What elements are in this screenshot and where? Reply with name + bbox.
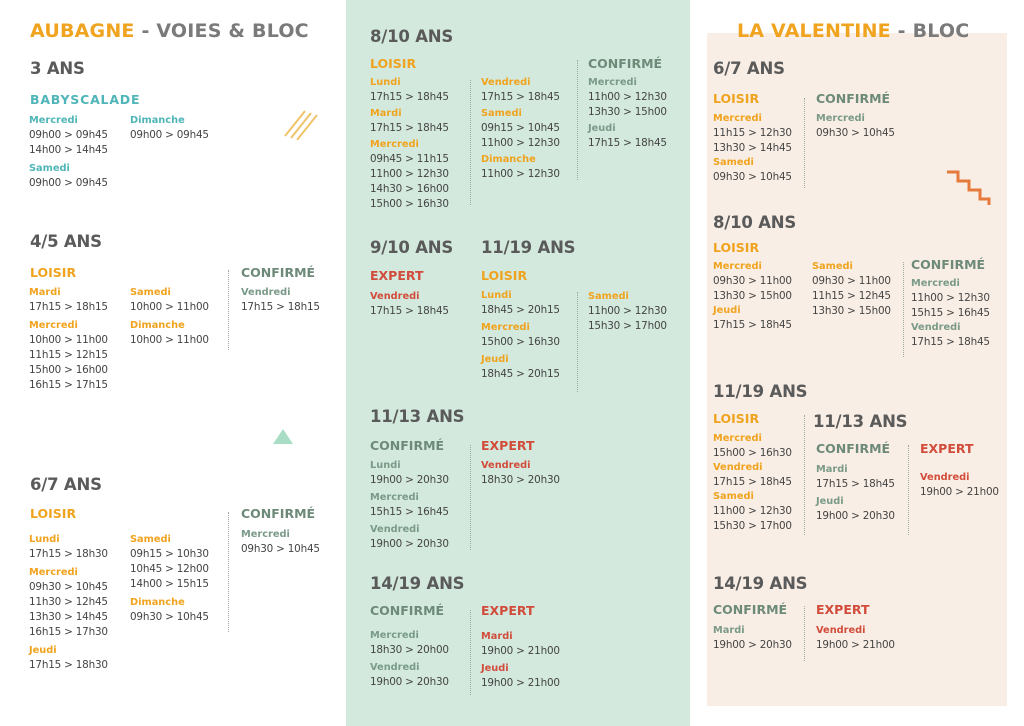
age-heading: 14/19 ANS: [370, 574, 465, 593]
time-slot: 17h15 > 18h45: [713, 319, 792, 331]
time-slot: 18h30 > 20h00: [370, 644, 449, 656]
day-label: Samedi: [481, 108, 522, 119]
day-label: Mercredi: [713, 261, 762, 272]
level-confirme: CONFIRMÉ: [370, 438, 445, 453]
aubagne-title-rest: - VOIES & BLOC: [141, 20, 309, 42]
day-label: Mercredi: [713, 433, 762, 444]
day-label: Samedi: [588, 291, 629, 302]
schedule-column: [816, 461, 895, 524]
age-heading: 3 ANS: [30, 59, 85, 78]
schedule-column: [816, 110, 895, 141]
time-slot: 18h45 > 20h15: [481, 304, 560, 316]
day-label: Mercredi: [29, 567, 78, 578]
day-label: Dimanche: [481, 154, 536, 165]
column-divider: [228, 270, 229, 350]
time-slot: 11h15 > 12h15: [29, 349, 108, 361]
time-slot: 19h00 > 21h00: [481, 677, 560, 689]
time-slot: 17h15 > 18h45: [816, 478, 895, 490]
time-slot: 19h00 > 20h30: [816, 510, 895, 522]
column-divider: [903, 262, 904, 357]
column-divider: [228, 512, 229, 632]
level-confirme: CONFIRMÉ: [370, 603, 445, 618]
day-label: Mardi: [713, 625, 745, 636]
time-slot: 17h15 > 18h45: [588, 137, 667, 149]
level-confirme: CONFIRMÉ: [588, 56, 663, 71]
time-slot: 15h00 > 16h30: [370, 198, 449, 210]
day-label: Mercredi: [370, 630, 419, 641]
day-label: Samedi: [130, 534, 171, 545]
time-slot: 14h00 > 14h45: [29, 144, 108, 156]
schedule-column: [241, 526, 320, 557]
schedule-column: [29, 531, 108, 673]
day-label: Lundi: [29, 534, 60, 545]
column-divider: [470, 610, 471, 695]
schedule-column: [241, 284, 320, 315]
schedule-column: [370, 627, 449, 690]
day-label: Mercredi: [588, 77, 637, 88]
level-confirme: CONFIRMÉ: [911, 257, 986, 272]
time-slot: 09h30 > 10h45: [241, 543, 320, 555]
age-heading: 6/7 ANS: [30, 475, 102, 494]
time-slot: 11h00 > 12h30: [713, 505, 792, 517]
level-expert: EXPERT: [481, 603, 535, 618]
schedule-column: [713, 430, 792, 534]
day-label: Lundi: [481, 290, 512, 301]
column-divider: [804, 415, 805, 535]
day-label: Mercredi: [241, 529, 290, 540]
day-label: Vendredi: [370, 291, 420, 302]
time-slot: 14h30 > 16h00: [370, 183, 449, 195]
time-slot: 09h30 > 10h45: [130, 611, 209, 623]
time-slot: 13h30 > 15h00: [588, 106, 667, 118]
day-label: Samedi: [812, 261, 853, 272]
column-divider: [804, 606, 805, 661]
day-label: Dimanche: [130, 115, 185, 126]
time-slot: 18h30 > 20h30: [481, 474, 560, 486]
day-label: Jeudi: [29, 645, 57, 656]
day-label: Dimanche: [130, 597, 185, 608]
schedule-column: [481, 628, 560, 691]
day-label: Vendredi: [816, 625, 866, 636]
schedule-column: [481, 287, 560, 382]
schedule-column: [713, 258, 792, 333]
time-slot: 17h15 > 18h45: [370, 122, 449, 134]
column-divider: [804, 98, 805, 188]
column-divider: [577, 292, 578, 392]
time-slot: 17h15 > 18h45: [911, 336, 990, 348]
schedule-column: [481, 457, 560, 488]
day-label: Vendredi: [920, 472, 970, 483]
day-label: Samedi: [713, 491, 754, 502]
day-label: Mardi: [481, 631, 513, 642]
aubagne-title-org: AUBAGNE: [30, 20, 135, 42]
schedule-column: [920, 469, 999, 500]
time-slot: 15h30 > 17h00: [588, 320, 667, 332]
day-label: Dimanche: [130, 320, 185, 331]
schedule-column: [29, 112, 108, 191]
day-label: Vendredi: [911, 322, 961, 333]
day-label: Mercredi: [29, 320, 78, 331]
level-expert: EXPERT: [370, 268, 424, 283]
day-label: Samedi: [713, 157, 754, 168]
day-label: Lundi: [370, 77, 401, 88]
time-slot: 16h15 > 17h15: [29, 379, 108, 391]
age-heading: 11/19 ANS: [713, 382, 808, 401]
day-label: Jeudi: [713, 305, 741, 316]
day-label: Mercredi: [29, 115, 78, 126]
time-slot: 11h00 > 12h30: [370, 168, 449, 180]
level-confirme: CONFIRMÉ: [241, 506, 316, 521]
age-heading: 6/7 ANS: [713, 59, 785, 78]
age-heading: 4/5 ANS: [30, 232, 102, 251]
day-label: Jeudi: [481, 663, 509, 674]
schedule-column: [29, 284, 108, 393]
day-label: Samedi: [130, 287, 171, 298]
day-label: Mardi: [816, 464, 848, 475]
time-slot: 19h00 > 21h00: [920, 486, 999, 498]
schedule-column: [588, 288, 667, 334]
age-heading: 11/13 ANS: [813, 412, 908, 431]
time-slot: 15h00 > 16h30: [481, 336, 560, 348]
time-slot: 13h30 > 14h45: [29, 611, 108, 623]
time-slot: 19h00 > 21h00: [481, 645, 560, 657]
column-divider: [908, 445, 909, 535]
level-babyscalade: BABYSCALADE: [30, 92, 141, 107]
time-slot: 15h00 > 16h30: [713, 447, 792, 459]
schedule-column: [588, 74, 667, 151]
day-label: Vendredi: [481, 460, 531, 471]
age-heading: 9/10 ANS: [370, 238, 454, 257]
time-slot: 11h00 > 12h30: [588, 305, 667, 317]
level-confirme: CONFIRMÉ: [241, 265, 316, 280]
day-label: Vendredi: [481, 77, 531, 88]
aubagne-title: [30, 20, 309, 42]
schedule-column: [370, 74, 449, 212]
level-confirme: CONFIRMÉ: [713, 602, 788, 617]
time-slot: 11h30 > 12h45: [29, 596, 108, 608]
level-loisir: LOISIR: [30, 506, 77, 521]
level-confirme: CONFIRMÉ: [816, 441, 891, 456]
level-expert: EXPERT: [481, 438, 535, 453]
time-slot: 10h00 > 11h00: [130, 301, 209, 313]
time-slot: 09h30 > 11h00: [713, 275, 792, 287]
time-slot: 09h30 > 11h00: [812, 275, 891, 287]
time-slot: 09h45 > 11h15: [370, 153, 449, 165]
time-slot: 11h00 > 12h30: [911, 292, 990, 304]
age-heading: 14/19 ANS: [713, 574, 808, 593]
schedule-column: [130, 531, 209, 625]
level-expert: EXPERT: [920, 441, 974, 456]
schedule-column: [130, 284, 209, 348]
schedule-column: [816, 622, 895, 653]
day-label: Samedi: [29, 163, 70, 174]
valentine-title: [737, 20, 969, 42]
day-label: Mercredi: [911, 278, 960, 289]
time-slot: 18h45 > 20h15: [481, 368, 560, 380]
time-slot: 09h00 > 09h45: [29, 129, 108, 141]
day-label: Mercredi: [370, 492, 419, 503]
valentine-title-org: LA VALENTINE: [737, 20, 891, 42]
schedule-column: [370, 457, 449, 552]
level-loisir: LOISIR: [370, 56, 417, 71]
day-label: Mercredi: [370, 139, 419, 150]
time-slot: 11h00 > 12h30: [588, 91, 667, 103]
level-loisir: LOISIR: [713, 240, 760, 255]
day-label: Mercredi: [816, 113, 865, 124]
time-slot: 09h15 > 10h45: [481, 122, 560, 134]
time-slot: 17h15 > 18h15: [241, 301, 320, 313]
day-label: Jeudi: [816, 496, 844, 507]
time-slot: 11h00 > 12h30: [481, 137, 560, 149]
time-slot: 15h30 > 17h00: [713, 520, 792, 532]
time-slot: 09h00 > 09h45: [29, 177, 108, 189]
schedule-column: [370, 288, 449, 319]
schedule-column: [911, 275, 990, 350]
time-slot: 17h15 > 18h15: [29, 301, 108, 313]
day-label: Jeudi: [481, 354, 509, 365]
time-slot: 09h15 > 10h30: [130, 548, 209, 560]
time-slot: 15h15 > 16h45: [370, 506, 449, 518]
day-label: Vendredi: [713, 462, 763, 473]
schedule-column: [713, 110, 792, 185]
time-slot: 09h30 > 10h45: [816, 127, 895, 139]
age-heading: 8/10 ANS: [370, 27, 454, 46]
schedule-column: [812, 258, 891, 319]
column-divider: [470, 80, 471, 205]
age-heading: 11/13 ANS: [370, 407, 465, 426]
time-slot: 17h15 > 18h30: [29, 659, 108, 671]
time-slot: 13h30 > 15h00: [713, 290, 792, 302]
day-label: Jeudi: [588, 123, 616, 134]
time-slot: 13h30 > 14h45: [713, 142, 792, 154]
time-slot: 19h00 > 20h30: [713, 639, 792, 651]
valentine-title-rest: - BLOC: [897, 20, 970, 42]
time-slot: 19h00 > 21h00: [816, 639, 895, 651]
time-slot: 19h00 > 20h30: [370, 538, 449, 550]
time-slot: 16h15 > 17h30: [29, 626, 108, 638]
time-slot: 19h00 > 20h30: [370, 474, 449, 486]
column-divider: [470, 445, 471, 550]
level-loisir: LOISIR: [481, 268, 528, 283]
time-slot: 09h00 > 09h45: [130, 129, 209, 141]
schedule-column: [481, 74, 560, 182]
level-loisir: LOISIR: [30, 265, 77, 280]
time-slot: 17h15 > 18h45: [713, 476, 792, 488]
day-label: Vendredi: [370, 662, 420, 673]
time-slot: 10h00 > 11h00: [29, 334, 108, 346]
time-slot: 17h15 > 18h45: [370, 91, 449, 103]
time-slot: 17h15 > 18h30: [29, 548, 108, 560]
level-loisir: LOISIR: [713, 411, 760, 426]
stairs-decoration-icon: [946, 170, 992, 206]
time-slot: 11h00 > 12h30: [481, 168, 560, 180]
time-slot: 11h15 > 12h30: [713, 127, 792, 139]
time-slot: 15h00 > 16h00: [29, 364, 108, 376]
time-slot: 17h15 > 18h45: [370, 305, 449, 317]
time-slot: 19h00 > 20h30: [370, 676, 449, 688]
age-heading: 8/10 ANS: [713, 213, 797, 232]
time-slot: 10h00 > 11h00: [130, 334, 209, 346]
time-slot: 15h15 > 16h45: [911, 307, 990, 319]
level-confirme: CONFIRMÉ: [816, 91, 891, 106]
time-slot: 17h15 > 18h45: [481, 91, 560, 103]
time-slot: 09h30 > 10h45: [713, 171, 792, 183]
day-label: Lundi: [370, 460, 401, 471]
time-slot: 09h30 > 10h45: [29, 581, 108, 593]
time-slot: 13h30 > 15h00: [812, 305, 891, 317]
day-label: Mardi: [370, 108, 402, 119]
level-loisir: LOISIR: [713, 91, 760, 106]
day-label: Mardi: [29, 287, 61, 298]
schedule-column: [713, 622, 792, 653]
day-label: Mercredi: [713, 113, 762, 124]
age-heading: 11/19 ANS: [481, 238, 576, 257]
column-divider: [577, 60, 578, 180]
level-expert: EXPERT: [816, 602, 870, 617]
schedule-column: [130, 112, 209, 143]
day-label: Vendredi: [241, 287, 291, 298]
day-label: Mercredi: [481, 322, 530, 333]
stripes-decoration-icon: [283, 108, 319, 140]
triangle-decoration-icon: [273, 429, 293, 445]
time-slot: 14h00 > 15h15: [130, 578, 209, 590]
time-slot: 11h15 > 12h45: [812, 290, 891, 302]
time-slot: 10h45 > 12h00: [130, 563, 209, 575]
day-label: Vendredi: [370, 524, 420, 535]
